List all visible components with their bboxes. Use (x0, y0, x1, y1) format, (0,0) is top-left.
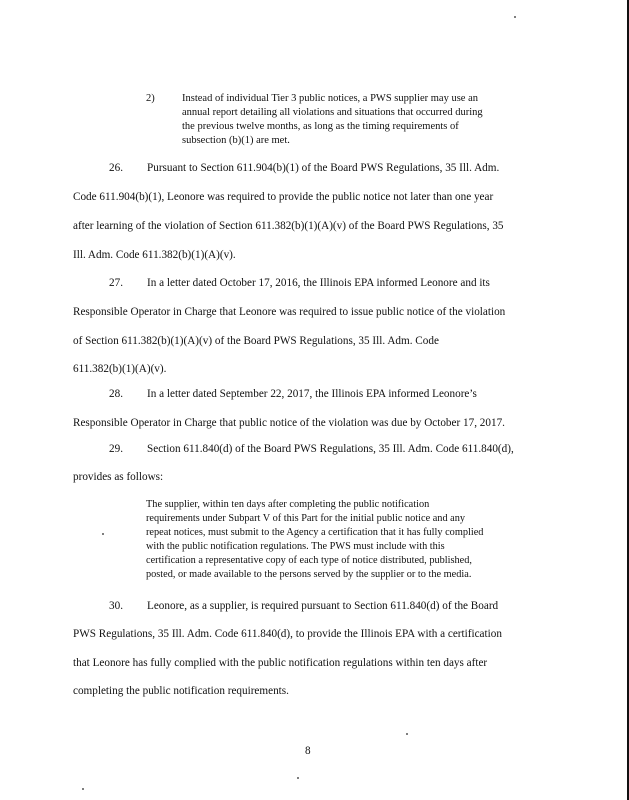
scan-speck (514, 16, 516, 18)
list-item-number: 2) (146, 93, 155, 104)
paragraph-line: PWS Regulations, 35 Ill. Adm. Code 611.840(d), to provide the Illinois EPA with a certification (73, 628, 502, 640)
paragraph-line: after learning of the violation of Section 611.382(b)(1)(A)(v) of the Board PWS Regulations, 35 (73, 220, 504, 232)
paragraph-line: of Section 611.382(b)(1)(A)(v) of the Board PWS Regulations, 35 Ill. Adm. Code (73, 335, 439, 347)
quote-line: certification a representative copy of each type of notice distributed, published, (146, 555, 472, 566)
quote-line: The supplier, within ten days after completing the public notification (146, 499, 430, 510)
paragraph-line: completing the public notification requirements. (73, 685, 289, 697)
paragraph-line: In a letter dated October 17, 2016, the Illinois EPA informed Leonore and its (147, 277, 490, 289)
list-item-line: Instead of individual Tier 3 public notices, a PWS supplier may use an (182, 93, 478, 104)
paragraph-line: In a letter dated September 22, 2017, the Illinois EPA informed Leonore’s (147, 388, 477, 400)
list-item-line: the previous twelve months, as long as the timing requirements of (182, 121, 459, 132)
paragraph-number: 29. (109, 443, 123, 455)
quote-line: with the public notification regulations. The PWS must include with this (146, 541, 445, 552)
paragraph-line: 611.382(b)(1)(A)(v). (73, 363, 167, 375)
paragraph-line: Responsible Operator in Charge that public notice of the violation was due by October 17, 2017. (73, 417, 505, 429)
list-item-line: annual report detailing all violations and situations that occurred during (182, 107, 483, 118)
paragraph-line: Section 611.840(d) of the Board PWS Regulations, 35 Ill. Adm. Code 611.840(d), (147, 443, 514, 455)
paragraph-line: Responsible Operator in Charge that Leonore was required to issue public notice of the violation (73, 306, 506, 318)
list-item-line: subsection (b)(1) are met. (182, 135, 290, 146)
quote-line: posted, or made available to the persons served by the supplier or to the media. (146, 569, 472, 580)
paragraph-line: that Leonore has fully complied with the public notification regulations within ten days after (73, 657, 488, 669)
paragraph-number: 26. (109, 162, 123, 174)
paragraph-line: Leonore, as a supplier, is required pursuant to Section 611.840(d) of the Board (147, 600, 499, 612)
scan-speck (297, 777, 299, 779)
scan-speck (82, 788, 84, 790)
paragraph-line: Code 611.904(b)(1), Leonore was required to provide the public notice not later than one year (73, 191, 494, 203)
paragraph-number: 28. (109, 388, 123, 400)
paragraph-line: Ill. Adm. Code 611.382(b)(1)(A)(v). (73, 249, 236, 261)
page-number: 8 (305, 745, 311, 757)
paragraph-number: 30. (109, 600, 123, 612)
scan-speck (102, 533, 104, 535)
quote-line: repeat notices, must submit to the Agency a certification that it has fully complied (146, 527, 484, 538)
paragraph-number: 27. (109, 277, 123, 289)
quote-line: requirements under Subpart V of this Part for the initial public notice and any (146, 513, 466, 524)
paragraph-line: provides as follows: (73, 471, 164, 483)
scan-speck (406, 733, 408, 735)
paragraph-line: Pursuant to Section 611.904(b)(1) of the Board PWS Regulations, 35 Ill. Adm. (147, 162, 500, 174)
